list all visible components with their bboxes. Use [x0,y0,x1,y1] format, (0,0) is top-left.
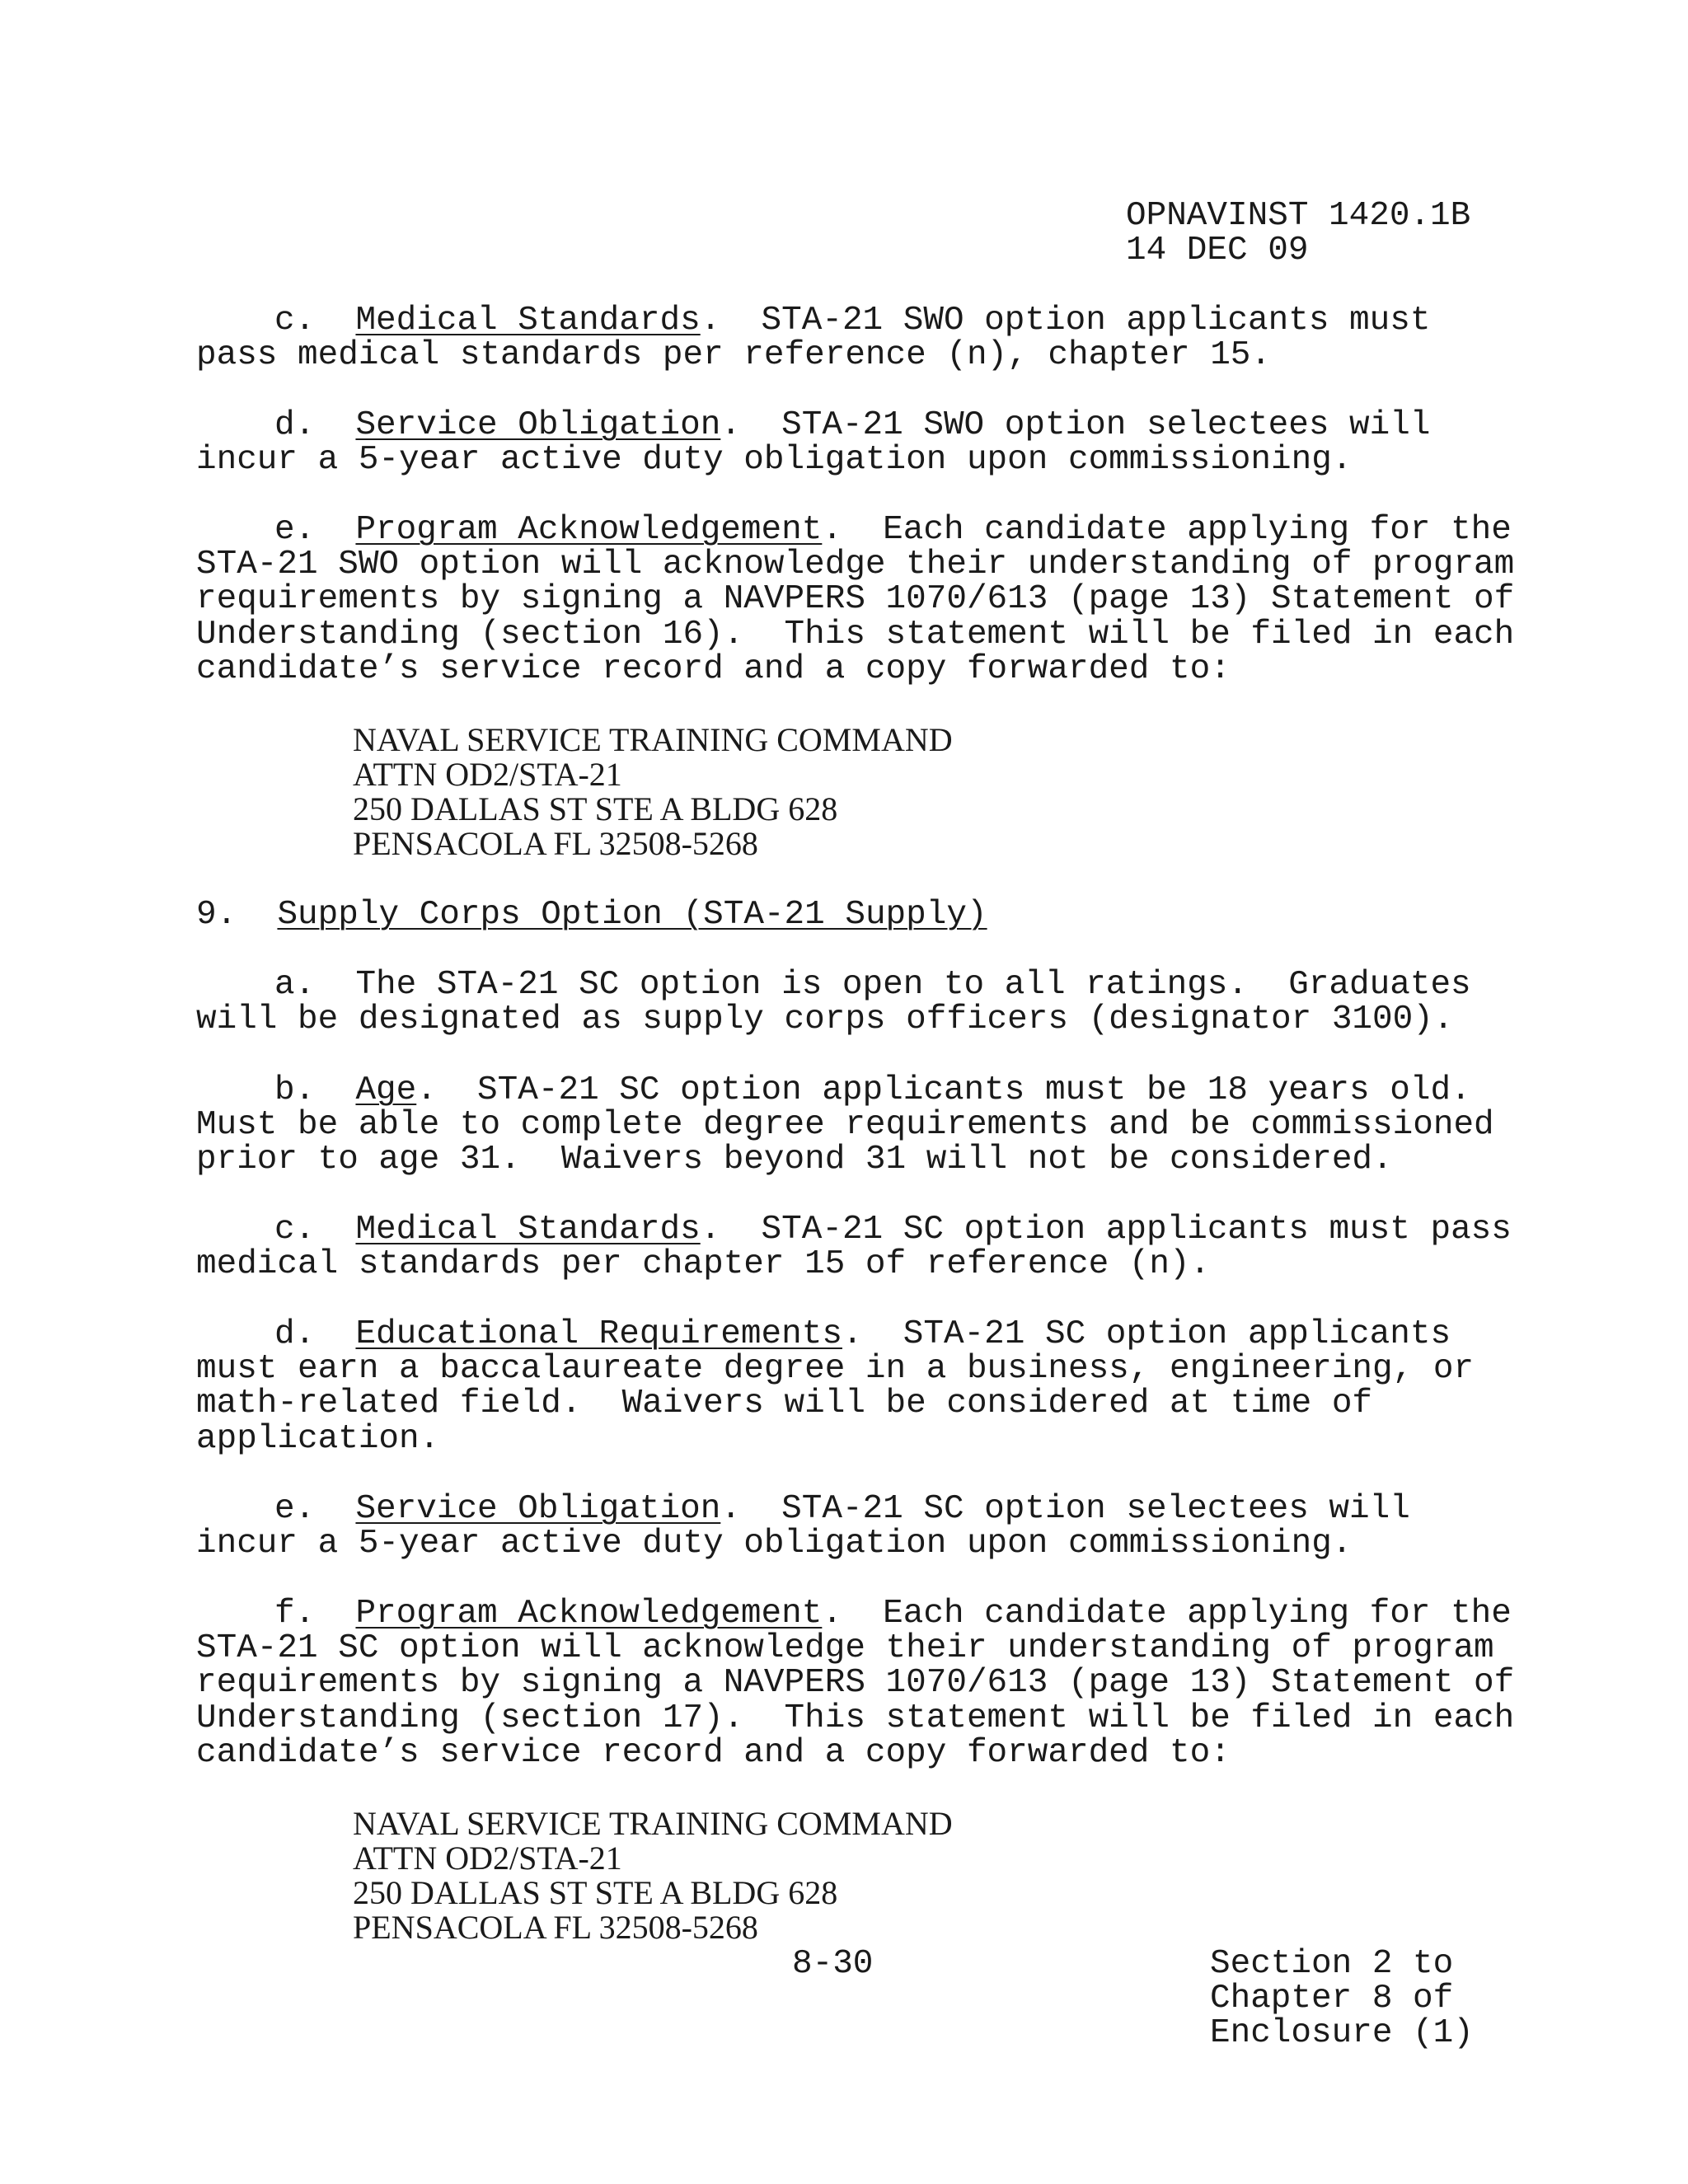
paragraph-heading: Program Acknowledgement [355,1595,823,1633]
address-line: NAVAL SERVICE TRAINING COMMAND [353,721,953,758]
paragraph-heading: Age [355,1071,417,1109]
paragraph-text: Understanding (section 16). This statement will be filed in each [196,616,1515,654]
paragraph-text: incur a 5-year active duty obligation upon commissioning. [196,441,1353,479]
paragraph-text: . Each candidate applying for the [822,1595,1512,1633]
paragraph-text: . Each candidate applying for the [822,511,1512,549]
address-line: PENSACOLA FL 32508-5268 [353,1909,758,1946]
section-number: 9. [196,896,237,934]
page-number: 8-30 [792,1945,874,1983]
paragraph-text: incur a 5-year active duty obligation upon commissioning. [196,1525,1353,1563]
paragraph-text: application. [196,1420,440,1458]
paragraph-label: e. [274,1490,316,1528]
paragraph-swo-c [274,304,1430,338]
paragraph-swo-d [274,406,1431,444]
paragraph-label: d. [274,406,316,444]
section-heading [196,898,987,932]
paragraph-swo-e [274,513,1512,547]
paragraph-text: prior to age 31. Waivers beyond 31 will not be considered. [196,1141,1393,1179]
section-title: Supply Corps Option (STA-21 Supply) [277,896,987,934]
paragraph-sc-c [274,1213,1512,1247]
paragraph-label: e. [274,511,316,549]
paragraph-text: will be designated as supply corps officers (designator 3100). [196,1001,1454,1038]
paragraph-text: pass medical standards per reference (n), chapter 15. [196,336,1272,374]
paragraph-heading: Educational Requirements [355,1315,842,1353]
address-line: NAVAL SERVICE TRAINING COMMAND [353,1805,953,1842]
paragraph-label: a. [274,966,316,1004]
address-line: PENSACOLA FL 32508-5268 [353,825,758,862]
paragraph-sc-a [274,968,1471,1002]
paragraph-text: . STA-21 SC option applicants [842,1315,1451,1353]
paragraph-text: Must be able to complete degree requirements and be commissioned [196,1106,1494,1144]
address-line: 250 DALLAS ST STE A BLDG 628 [353,1874,838,1911]
paragraph-text: Understanding (section 17). This statement will be filed in each [196,1699,1515,1737]
footer-section-line: Chapter 8 of [1210,1980,1454,2018]
paragraph-text: . STA-21 SC option applicants must pass [700,1211,1512,1249]
document-id: OPNAVINST 1420.1B [1126,197,1471,235]
paragraph-text: math-related field. Waivers will be considered at time of [196,1385,1373,1422]
paragraph-label: d. [274,1315,316,1353]
paragraph-sc-e [274,1490,1410,1528]
footer-section-line: Section 2 to [1210,1945,1454,1983]
paragraph-text: STA-21 SC option will acknowledge their understanding of program [196,1629,1494,1667]
paragraph-text: . STA-21 SC option selectees will [720,1490,1410,1528]
paragraph-text: requirements by signing a NAVPERS 1070/613 (page 13) Statement of [196,580,1515,618]
paragraph-sc-d [274,1315,1451,1353]
paragraph-label: f. [274,1595,316,1633]
paragraph-label: b. [274,1071,316,1109]
document-date: 14 DEC 09 [1126,232,1309,269]
paragraph-heading: Service Obligation [355,406,721,444]
address-line: 250 DALLAS ST STE A BLDG 628 [353,790,838,827]
paragraph-text: The STA-21 SC option is open to all ratings. Graduates [355,966,1471,1004]
paragraph-label: c. [274,302,316,340]
address-line: ATTN OD2/STA-21 [353,756,622,793]
paragraph-text: . STA-21 SC option applicants must be 18 years old. [416,1071,1471,1109]
footer-section-line: Enclosure (1) [1210,2014,1474,2052]
paragraph-heading: Service Obligation [355,1490,721,1528]
address-line: ATTN OD2/STA-21 [353,1840,622,1877]
paragraph-heading: Medical Standards [355,302,701,340]
paragraph-text: must earn a baccalaureate degree in a business, engineering, or [196,1350,1475,1388]
paragraph-sc-b [274,1071,1471,1109]
paragraph-heading: Program Acknowledgement [355,511,823,549]
paragraph-text: STA-21 SWO option will acknowledge their understanding of program [196,546,1515,583]
paragraph-text: . STA-21 SWO option applicants must [700,302,1431,340]
paragraph-text: candidate’s service record and a copy forwarded to: [196,1734,1231,1772]
paragraph-text: candidate’s service record and a copy forwarded to: [196,650,1231,688]
paragraph-label: c. [274,1211,316,1249]
paragraph-text: . STA-21 SWO option selectees will [720,406,1431,444]
paragraph-text: medical standards per chapter 15 of reference (n). [196,1245,1211,1283]
paragraph-text: requirements by signing a NAVPERS 1070/613 (page 13) Statement of [196,1664,1515,1702]
paragraph-sc-f [274,1597,1512,1631]
paragraph-heading: Medical Standards [355,1211,701,1249]
